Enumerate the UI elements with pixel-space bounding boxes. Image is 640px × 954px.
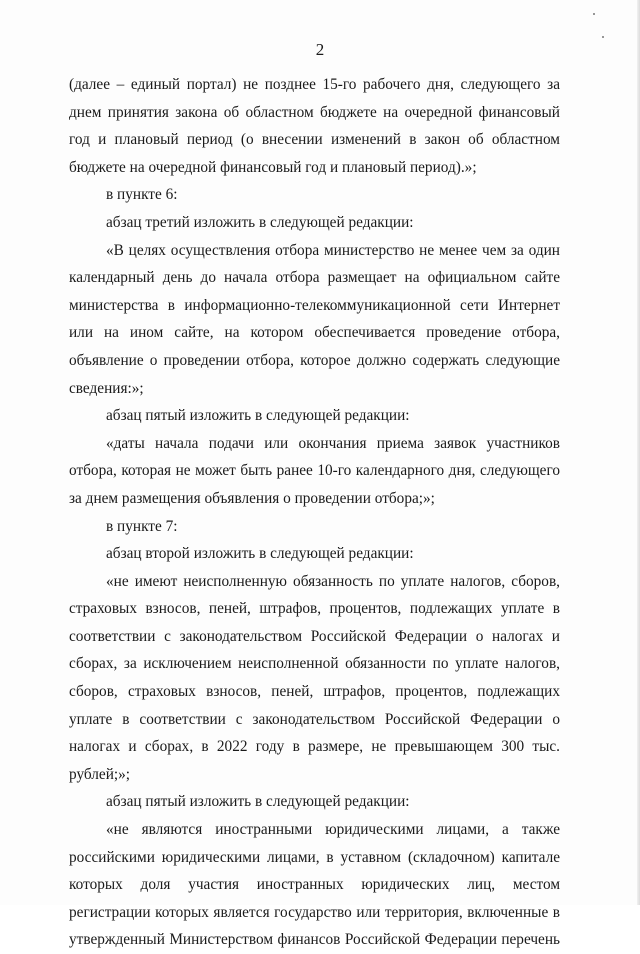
paragraph-quoted-text: «не являются иностранными юридическими лицами, а также российскими юридическими лицами, в уставном (складочном) капитале которых доля участия иностранных юридических лиц, местом регистрации которых является государство или территория, включенные в утвержденный Министерством финансов Российской Федерации перечень — [69, 821, 560, 949]
paragraph-continuation: (далее – единый портал) не позднее 15-го рабочего дня, следующего за днем принятия закона об областном бюджете на очередной финансовый год и плановый период (о внесении изменений в закон об областном бюджете на очередной финансовый год и плановый период).»; — [69, 76, 560, 176]
paragraph-amendment-intro: абзац третий изложить в следующей редакции: — [106, 213, 414, 231]
paragraph-quoted-text: «В целях осуществления отбора министерство не менее чем за один календарный день до начала отбора размещает на официальном сайте министерства в информационно-телекоммуникационной сети Интернет или на ином сайте, на котором обеспечивается проведение отбора, объявление о проведении отбора, которое должно содержать следующие сведения:»; — [69, 241, 560, 397]
scan-speck — [593, 13, 595, 15]
scan-speck — [602, 36, 604, 38]
paragraph-clause-7: в пункте 7: — [106, 517, 178, 535]
page-number: 2 — [315, 40, 325, 59]
paragraph-quoted-text: «не имеют неисполненную обязанность по уплате налогов, сборов, страховых взносов, пеней, штрафов, процентов, подлежащих уплате в соответствии с законодательством Российской Федерации о налогах и сборах, за исключением неисполненной обязанности по уплате налогов, сборов, страховых взносов, пеней, штрафов, процентов, подлежащих уплате в соответствии с законодательством Российской Федерации о налогах и сборах, в 2022 году в размере, не превышающем 300 тыс. рублей;»; — [69, 572, 560, 783]
paragraph-amendment-intro: абзац пятый изложить в следующей редакции: — [106, 407, 410, 425]
paragraph-clause-6: в пункте 6: — [106, 186, 178, 204]
paragraph-amendment-intro: абзац второй изложить в следующей редакции: — [106, 545, 414, 563]
paragraph-amendment-intro: абзац пятый изложить в следующей редакции: — [106, 793, 410, 811]
document-body — [69, 71, 560, 954]
paragraph-quoted-text: «даты начала подачи или окончания приема заявок участников отбора, которая не может быть ранее 10-го календарного дня, следующего за днем размещения объявления о проведении отбора;»; — [69, 434, 560, 507]
